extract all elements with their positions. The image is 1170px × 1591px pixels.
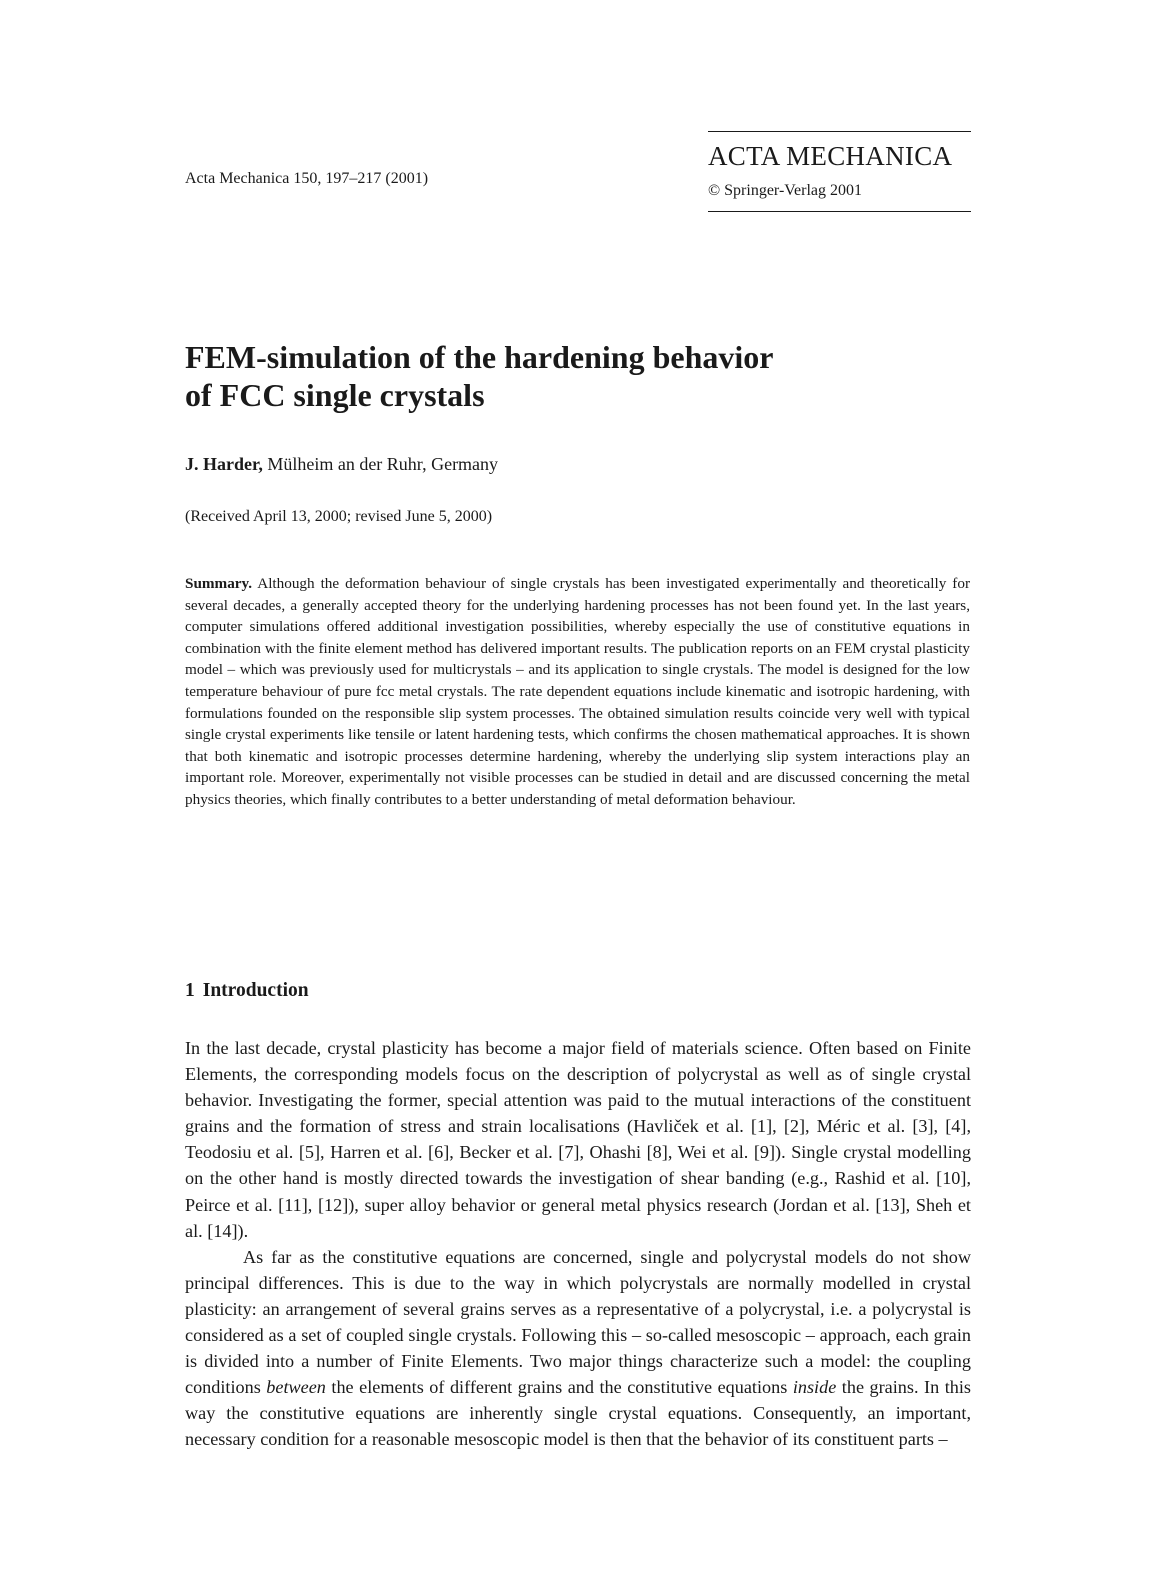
section-title: Introduction [202,980,309,1001]
author-line [185,454,498,475]
section-heading-introduction [185,980,309,1002]
paper-title-line-2: of FCC single crystals [185,377,485,413]
paragraph-2-text-a: As far as the constitutive equations are concerned, single and polycrystal models do not show principal differences. This is due to the way in which polycrystals are normally modelled in crystal plasticity: an arrangement of several grains serves as a representative of a polycrystal, i.e. a polycrystal is considered as a set of coupled single crystals. Following this – so-called mesoscopic – approach, each grain is divided into a number of Finite Elements. Two major things characterize such a model: the coupling conditions [185,1246,971,1398]
emphasis-inside: inside [792,1377,837,1398]
introduction-paragraph-1: In the last decade, crystal plasticity has become a major field of materials science. Often based on Finite Elements, the corresponding models focus on the description of polycrystal as well as of single crystal behavior. Investigating the former, special attention was paid to the mutual interactions of the constituent grains and the formation of stress and strain localisations (Havliček et al. [1], [2], Méric et al. [3], [4], Teodosiu et al. [5], Harren et al. [6], Becker et al. [7], Ohashi [8], Wei et al. [9]). Single crystal modelling on the other hand is mostly directed towards the investigation of shear banding (e.g., Rashid et al. [10], Peirce et al. [11], [12]), super alloy behavior or general metal physics research (Jordan et al. [13], Sheh et al. [14]). [185,1038,971,1241]
introduction-paragraph-2 [185,1244,971,1453]
summary-label: Summary. [185,575,253,592]
copyright-notice: © Springer-Verlag 2001 [708,182,863,199]
author-affiliation: Mülheim an der Ruhr, Germany [262,454,499,474]
summary-text: Although the deformation behaviour of single crystals has been investigated experimentally and theoretically for several decades, a generally accepted theory for the underlying hardening processes has not been found yet. In the last years, computer simulations offered additional investigation possibilities, whereby especially the use of constitutive equations in combination with the finite element method has delivered important results. The publication reports on an FEM crystal plasticity model – which was previously used for multicrystals – and its application to single crystals. The model is designed for the low temperature behaviour of pure fcc metal crystals. The rate dependent equations include kinematic and isotropic hardening, with formulations founded on the responsible slip system processes. The obtained simulation results coincide very well with typical single crystal experiments like tensile or latent hardening tests, which confirms the chosen mathematical approaches. It is shown that both kinematic and isotropic processes determine hardening, whereby the underlying slip system interactions play an important role. Moreover, experimentally not visible processes can be studied in detail and are discussed concerning the metal physics theories, which finally contributes to a better understanding of metal deformation behaviour. [185,575,970,808]
received-dates: (Received April 13, 2000; revised June 5, 2000) [185,508,493,525]
emphasis-between: between [266,1377,326,1398]
summary-abstract [185,573,970,811]
journal-name: ACTA MECHANICA [708,141,953,171]
paragraph-2-text-b: the elements of different grains and the constitutive equations [325,1377,793,1398]
paper-title [185,338,945,414]
paper-title-line-1: FEM-simulation of the hardening behavior [185,339,774,375]
section-number: 1 [185,980,195,1001]
paragraph-2-text-c: the grains. In this way the constitutive equations are inherently single crystal equations. Consequently, an important, necessary condition for a reasonable mesoscopic model is then that the behavior of its constituent parts – [185,1377,971,1450]
introduction-body [185,1035,971,1453]
journal-citation: Acta Mechanica 150, 197–217 (2001) [185,170,429,187]
author-name: J. Harder, [185,454,263,474]
journal-masthead [708,131,971,212]
